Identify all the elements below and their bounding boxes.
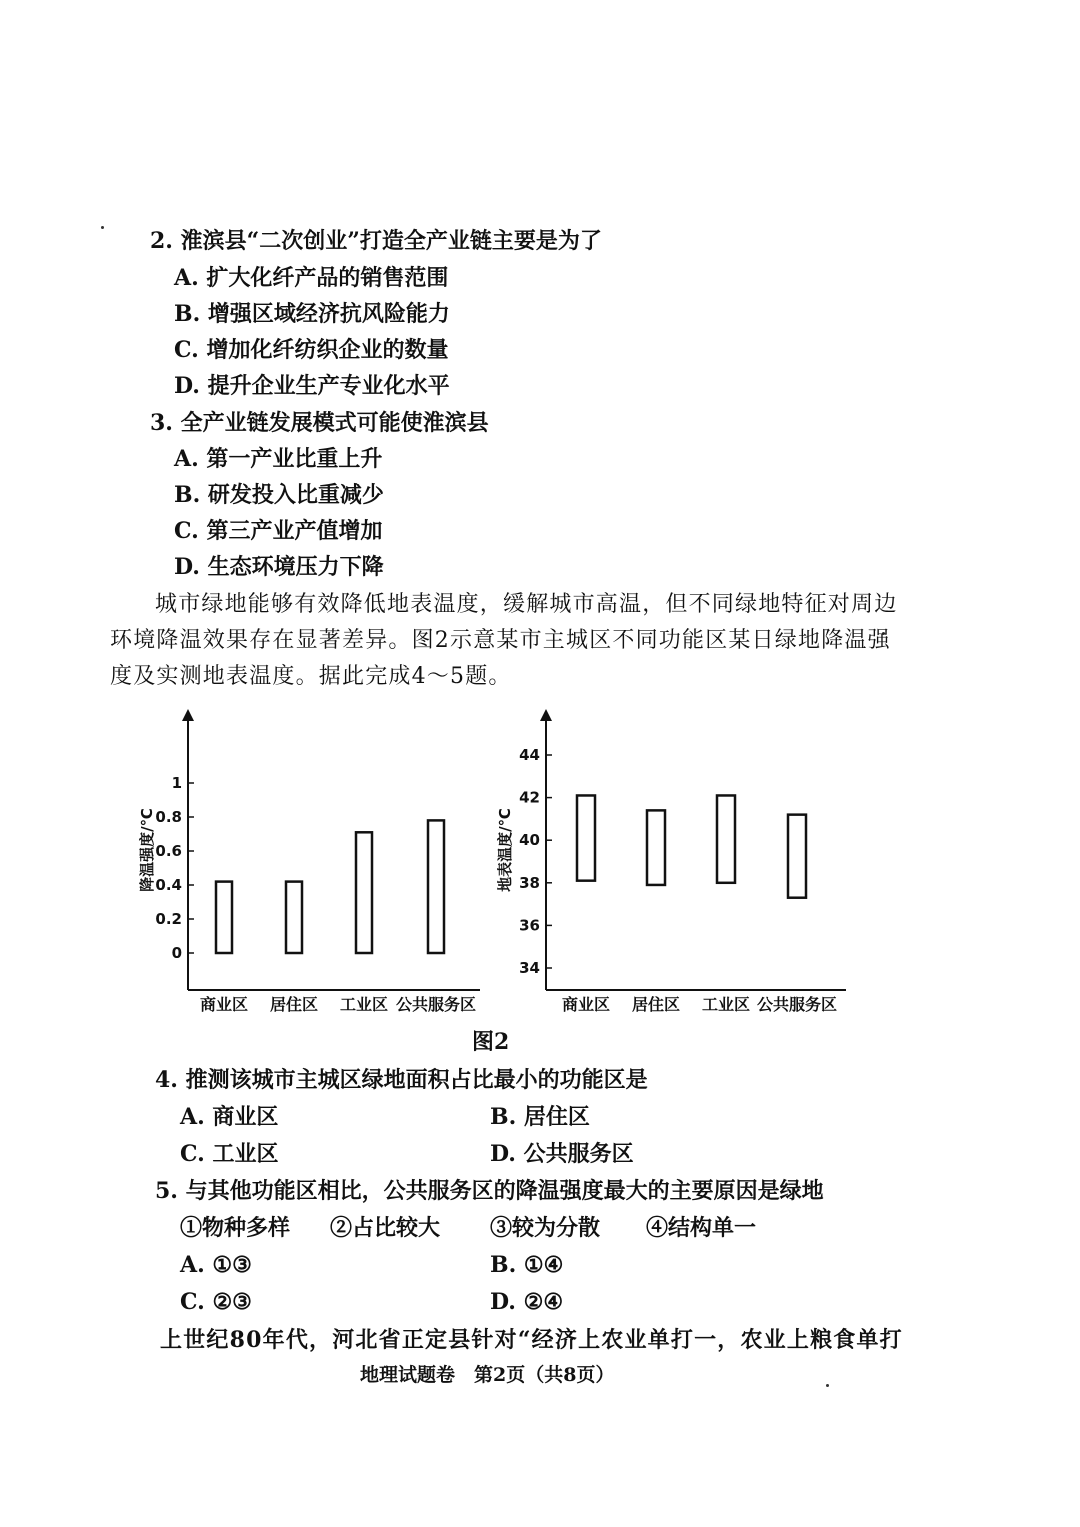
question-4-option-d: D. 公共服务区 (490, 1141, 634, 1167)
question-2-stem: 2. 淮滨县“二次创业”打造全产业链主要是为了 (150, 228, 602, 254)
scan-speck (826, 1384, 829, 1387)
chart-left-y-tick-label: 0.6 (155, 842, 182, 860)
chart-right-category-label: 公共服务区 (756, 995, 838, 1014)
figure-caption: 图2 (472, 1029, 510, 1055)
question-3-option-a: A. 第一产业比重上升 (174, 446, 383, 472)
chart-right-y-tick-label: 36 (519, 916, 540, 935)
chart-right-y-tick-label: 40 (519, 831, 540, 850)
question-3-option-c: C. 第三产业产值增加 (174, 518, 383, 544)
passage-line-1: 城市绿地能够有效降低地表温度，缓解城市高温，但不同绿地特征对周边 (155, 592, 898, 617)
chart-left-y-tick-label: 0.2 (155, 910, 182, 928)
question-4-option-c: C. 工业区 (180, 1141, 279, 1167)
chart-left-y-tick-label: 0.8 (155, 808, 182, 826)
chart-left (138, 715, 480, 1014)
chart-right-y-tick-label: 44 (519, 746, 540, 764)
chart-right-y-axis-label: 地表温度/℃ (496, 808, 514, 892)
chart-right-y-tick-label: 42 (519, 788, 540, 807)
chart-left-bar (428, 820, 444, 953)
figure-2-charts (0, 700, 1080, 1030)
question-4-option-a: A. 商业区 (180, 1104, 279, 1130)
question-5-item-2: ②占比较大 (330, 1215, 441, 1241)
chart-right-y-tick-label: 34 (519, 959, 540, 977)
chart-left-y-tick-label: 0 (171, 944, 182, 962)
question-2-option-d: D. 提升企业生产专业化水平 (174, 373, 450, 399)
scan-speck (101, 226, 104, 229)
question-4-option-b: B. 居住区 (490, 1104, 590, 1130)
page-footer: 地理试题卷 第2页（共8页） (360, 1364, 615, 1386)
next-passage-line: 上世纪80年代，河北省正定县针对“经济上农业单打一，农业上粮食单打 (160, 1327, 903, 1353)
chart-left-category-label: 居住区 (269, 995, 319, 1014)
chart-right-category-label: 商业区 (561, 995, 611, 1014)
question-5-item-1: ①物种多样 (180, 1215, 291, 1241)
question-5-item-4: ④结构单一 (646, 1215, 757, 1241)
chart-left-bar (286, 882, 302, 953)
passage-line-3: 度及实测地表温度。据此完成4～5题。 (110, 664, 512, 689)
chart-right-bar (577, 795, 595, 880)
question-5-option-c: C. ②③ (180, 1289, 252, 1315)
question-5-stem: 5. 与其他功能区相比，公共服务区的降温强度最大的主要原因是绿地 (155, 1178, 824, 1204)
chart-right-bar (717, 795, 735, 882)
question-4-stem: 4. 推测该城市主城区绿地面积占比最小的功能区是 (155, 1067, 648, 1093)
question-3-option-b: B. 研发投入比重减少 (174, 482, 384, 508)
passage-line-2: 环境降温效果存在显著差异。图2示意某市主城区不同功能区某日绿地降温强 (110, 628, 891, 653)
question-3-option-d: D. 生态环境压力下降 (174, 554, 384, 580)
chart-left-bar (356, 832, 372, 953)
chart-left-category-label: 商业区 (199, 995, 249, 1014)
question-5-option-d: D. ②④ (490, 1289, 564, 1315)
chart-right (496, 715, 846, 1014)
question-5-option-b: B. ①④ (490, 1252, 564, 1278)
chart-right-bar (647, 810, 665, 885)
chart-right-category-label: 居住区 (631, 995, 681, 1014)
chart-left-y-tick-label: 1 (171, 774, 182, 792)
question-2-option-b: B. 增强区域经济抗风险能力 (174, 301, 450, 327)
question-5-option-a: A. ①③ (180, 1252, 252, 1278)
chart-right-bar (788, 815, 806, 898)
question-2-option-c: C. 增加化纤纺织企业的数量 (174, 337, 449, 363)
chart-left-y-axis-label: 降温强度/℃ (138, 808, 156, 892)
chart-left-bar (216, 882, 232, 953)
chart-left-y-tick-label: 0.4 (155, 876, 182, 894)
question-3-stem: 3. 全产业链发展模式可能使淮滨县 (150, 410, 489, 436)
chart-right-y-tick-label: 38 (519, 873, 540, 892)
question-5-item-3: ③较为分散 (490, 1215, 601, 1241)
question-2-option-a: A. 扩大化纤产品的销售范围 (174, 265, 449, 291)
chart-left-category-label: 工业区 (339, 995, 389, 1014)
chart-left-category-label: 公共服务区 (395, 995, 477, 1014)
chart-right-category-label: 工业区 (701, 995, 751, 1014)
